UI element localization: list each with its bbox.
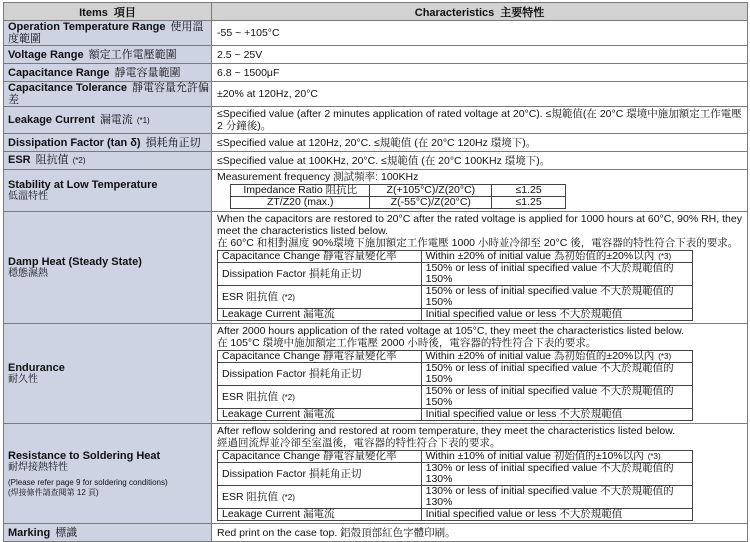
row-capacitance-tolerance <box>4 82 748 107</box>
table-row: Capacitance Change 靜電容量變化率 Within ±20% of initial value 為初始值的±20%以內 (*3) <box>218 351 693 363</box>
impedance-ratio-table <box>230 184 566 209</box>
row-marking <box>4 524 748 542</box>
item-label: Capacitance Tolerance 靜電容量允許偏差 <box>4 82 212 107</box>
row-stability-low-temperature <box>4 170 748 212</box>
item-label: Endurance 耐久性 <box>4 324 212 424</box>
table-row: ESR 阻抗值 (*2) 130% or less of initial specified value 不大於規範值的 130% <box>218 486 693 509</box>
item-label: Operation Temperature Range 使用溫度範圍 <box>4 21 212 46</box>
item-label: Stability at Low Temperature 低溫特性 <box>4 170 212 212</box>
characteristics-header: Characteristics 主要特性 <box>212 3 748 21</box>
table-row: Leakage Current 漏電流 Initial specified value or less 不大於規範值 <box>218 309 693 321</box>
table-row: ZT/Z20 (max.) Z(-55°C)/Z(20°C) ≤1.25 <box>231 197 566 209</box>
item-value: ≤Specified value at 120Hz, 20°C. ≤規範值 (在 20°C 120Hz 環境下)。 <box>212 134 748 152</box>
row-resistance-soldering-heat <box>4 424 748 524</box>
row-endurance <box>4 324 748 424</box>
row-operation-temperature <box>4 21 748 46</box>
table-row: Dissipation Factor 損耗角正切 150% or less of initial specified value 不大於規範值的 150% <box>218 363 693 386</box>
table-row: Dissipation Factor 損耗角正切 130% or less of initial specified value 不大於規範值的 130% <box>218 463 693 486</box>
item-value: After 2000 hours application of the rated voltage at 105°C, they meet the characteristics listed below. 在 105°C 環境中施加額定工作電壓 2000 小時後，電容器的特性符合下表的要求。 Capacitance Change 靜電容量變化率 Within ±20% of initial value 為初始值的±20%以內 (*3) Dissipation Factor 損耗角正切 150% or less of initial specified value 不大於規範值的 150% ESR 阻抗值 (*2) 150% or less of initial specified value 不大於規範值的 150% Leakage Current 漏電流 Initial specified value or less 不大於規範值 <box>212 324 748 424</box>
endurance-table <box>217 350 693 421</box>
table-row: ESR 阻抗值 (*2) 150% or less of initial specified value 不大於規範值的 150% <box>218 286 693 309</box>
measurement-frequency: Measurement frequency 測試頻率: 100KHz <box>217 171 419 183</box>
item-label: Voltage Range 額定工作電壓範圍 <box>4 46 212 64</box>
header-row <box>4 3 748 21</box>
item-label: Dissipation Factor (tan δ) 損耗角正切 <box>4 134 212 152</box>
table-row: Capacitance Change 靜電容量變化率 Within ±10% of initial value 初始值的±10%以內 (*3) <box>218 451 693 463</box>
row-capacitance-range <box>4 64 748 82</box>
item-label: Resistance to Soldering Heat 耐焊接熱特性 (Please refer page 9 for soldering conditions) (焊接條件請查閱第 12 頁) <box>4 424 212 524</box>
item-label: Leakage Current 漏電流 (*1) <box>4 107 212 134</box>
row-esr <box>4 152 748 170</box>
item-value: ±20% at 120Hz, 20°C <box>212 82 748 107</box>
row-voltage-range <box>4 46 748 64</box>
item-value: Red print on the case top. 鋁殼頂部紅色字體印刷。 <box>212 524 748 542</box>
table-row: Leakage Current 漏電流 Initial specified value or less 不大於規範值 <box>218 409 693 421</box>
items-header: Items 項目 <box>4 3 212 21</box>
table-row: Dissipation Factor 損耗角正切 150% or less of initial specified value 不大於規範值的 150% <box>218 263 693 286</box>
row-leakage-current <box>4 107 748 134</box>
soldering-table <box>217 450 693 521</box>
item-value: 2.5 ~ 25V <box>212 46 748 64</box>
spec-table <box>3 2 748 542</box>
item-value <box>212 170 748 212</box>
table-row: Leakage Current 漏電流 Initial specified value or less 不大於規範值 <box>218 509 693 521</box>
row-damp-heat <box>4 212 748 324</box>
row-dissipation-factor <box>4 134 748 152</box>
item-label: ESR 阻抗值 (*2) <box>4 152 212 170</box>
table-row: ESR 阻抗值 (*2) 150% or less of initial specified value 不大於規範值的 150% <box>218 386 693 409</box>
damp-heat-table <box>217 250 693 321</box>
item-value: When the capacitors are restored to 20°C after the rated voltage is applied for 1000 hours at 60°C, 90% RH, they meet the characteristics listed below. 在 60°C 和相對濕度 90%環境下施加額定工作電壓 1000 小時並冷卻至 20°C 後，電容器的特性符合下表的要求。 Capacitance Change 靜電容量變化率 Within ±20% of initial value 為初始值的±20%以內 (*3) Dissipation Factor 損耗角正切 150% or less of initial specified value 不大於規範值的 150% ESR 阻抗值 (*2) 150% or less of initial specified value 不大於規範值的 150% Leakage Current 漏電流 Initial specified value or less 不大於規範值 <box>212 212 748 324</box>
table-row: Capacitance Change 靜電容量變化率 Within ±20% of initial value 為初始值的±20%以內 (*3) <box>218 251 693 263</box>
item-label: Damp Heat (Steady State) 穩態濕熱 <box>4 212 212 324</box>
item-value: After reflow soldering and restored at room temperature, they meet the characteristics listed below. 經過回流焊並冷卻至室溫後，電容器的特性符合下表的要求。 Capacitance Change 靜電容量變化率 Within ±10% of initial value 初始值的±10%以內 (*3) Dissipation Factor 損耗角正切 130% or less of initial specified value 不大於規範值的 130% ESR 阻抗值 (*2) 130% or less of initial specified value 不大於規範值的 130% Leakage Current 漏電流 Initial specified value or less 不大於規範值 <box>212 424 748 524</box>
item-value: -55 ~ +105°C <box>212 21 748 46</box>
item-value: 6.8 ~ 1500μF <box>212 64 748 82</box>
table-row: Impedance Ratio 阻抗比 Z(+105°C)/Z(20°C) ≤1.25 <box>231 185 566 197</box>
item-label: Marking 標識 <box>4 524 212 542</box>
item-label: Capacitance Range 靜電容量範圍 <box>4 64 212 82</box>
item-value: ≤Specified value at 100KHz, 20°C. ≤規範值 (在 20°C 100KHz 環境下)。 <box>212 152 748 170</box>
item-value: ≤Specified value (after 2 minutes application of rated voltage at 20°C). ≤規範值(在 20°C 環境中施加額定工作電壓 2 分鐘後)。 <box>212 107 748 134</box>
